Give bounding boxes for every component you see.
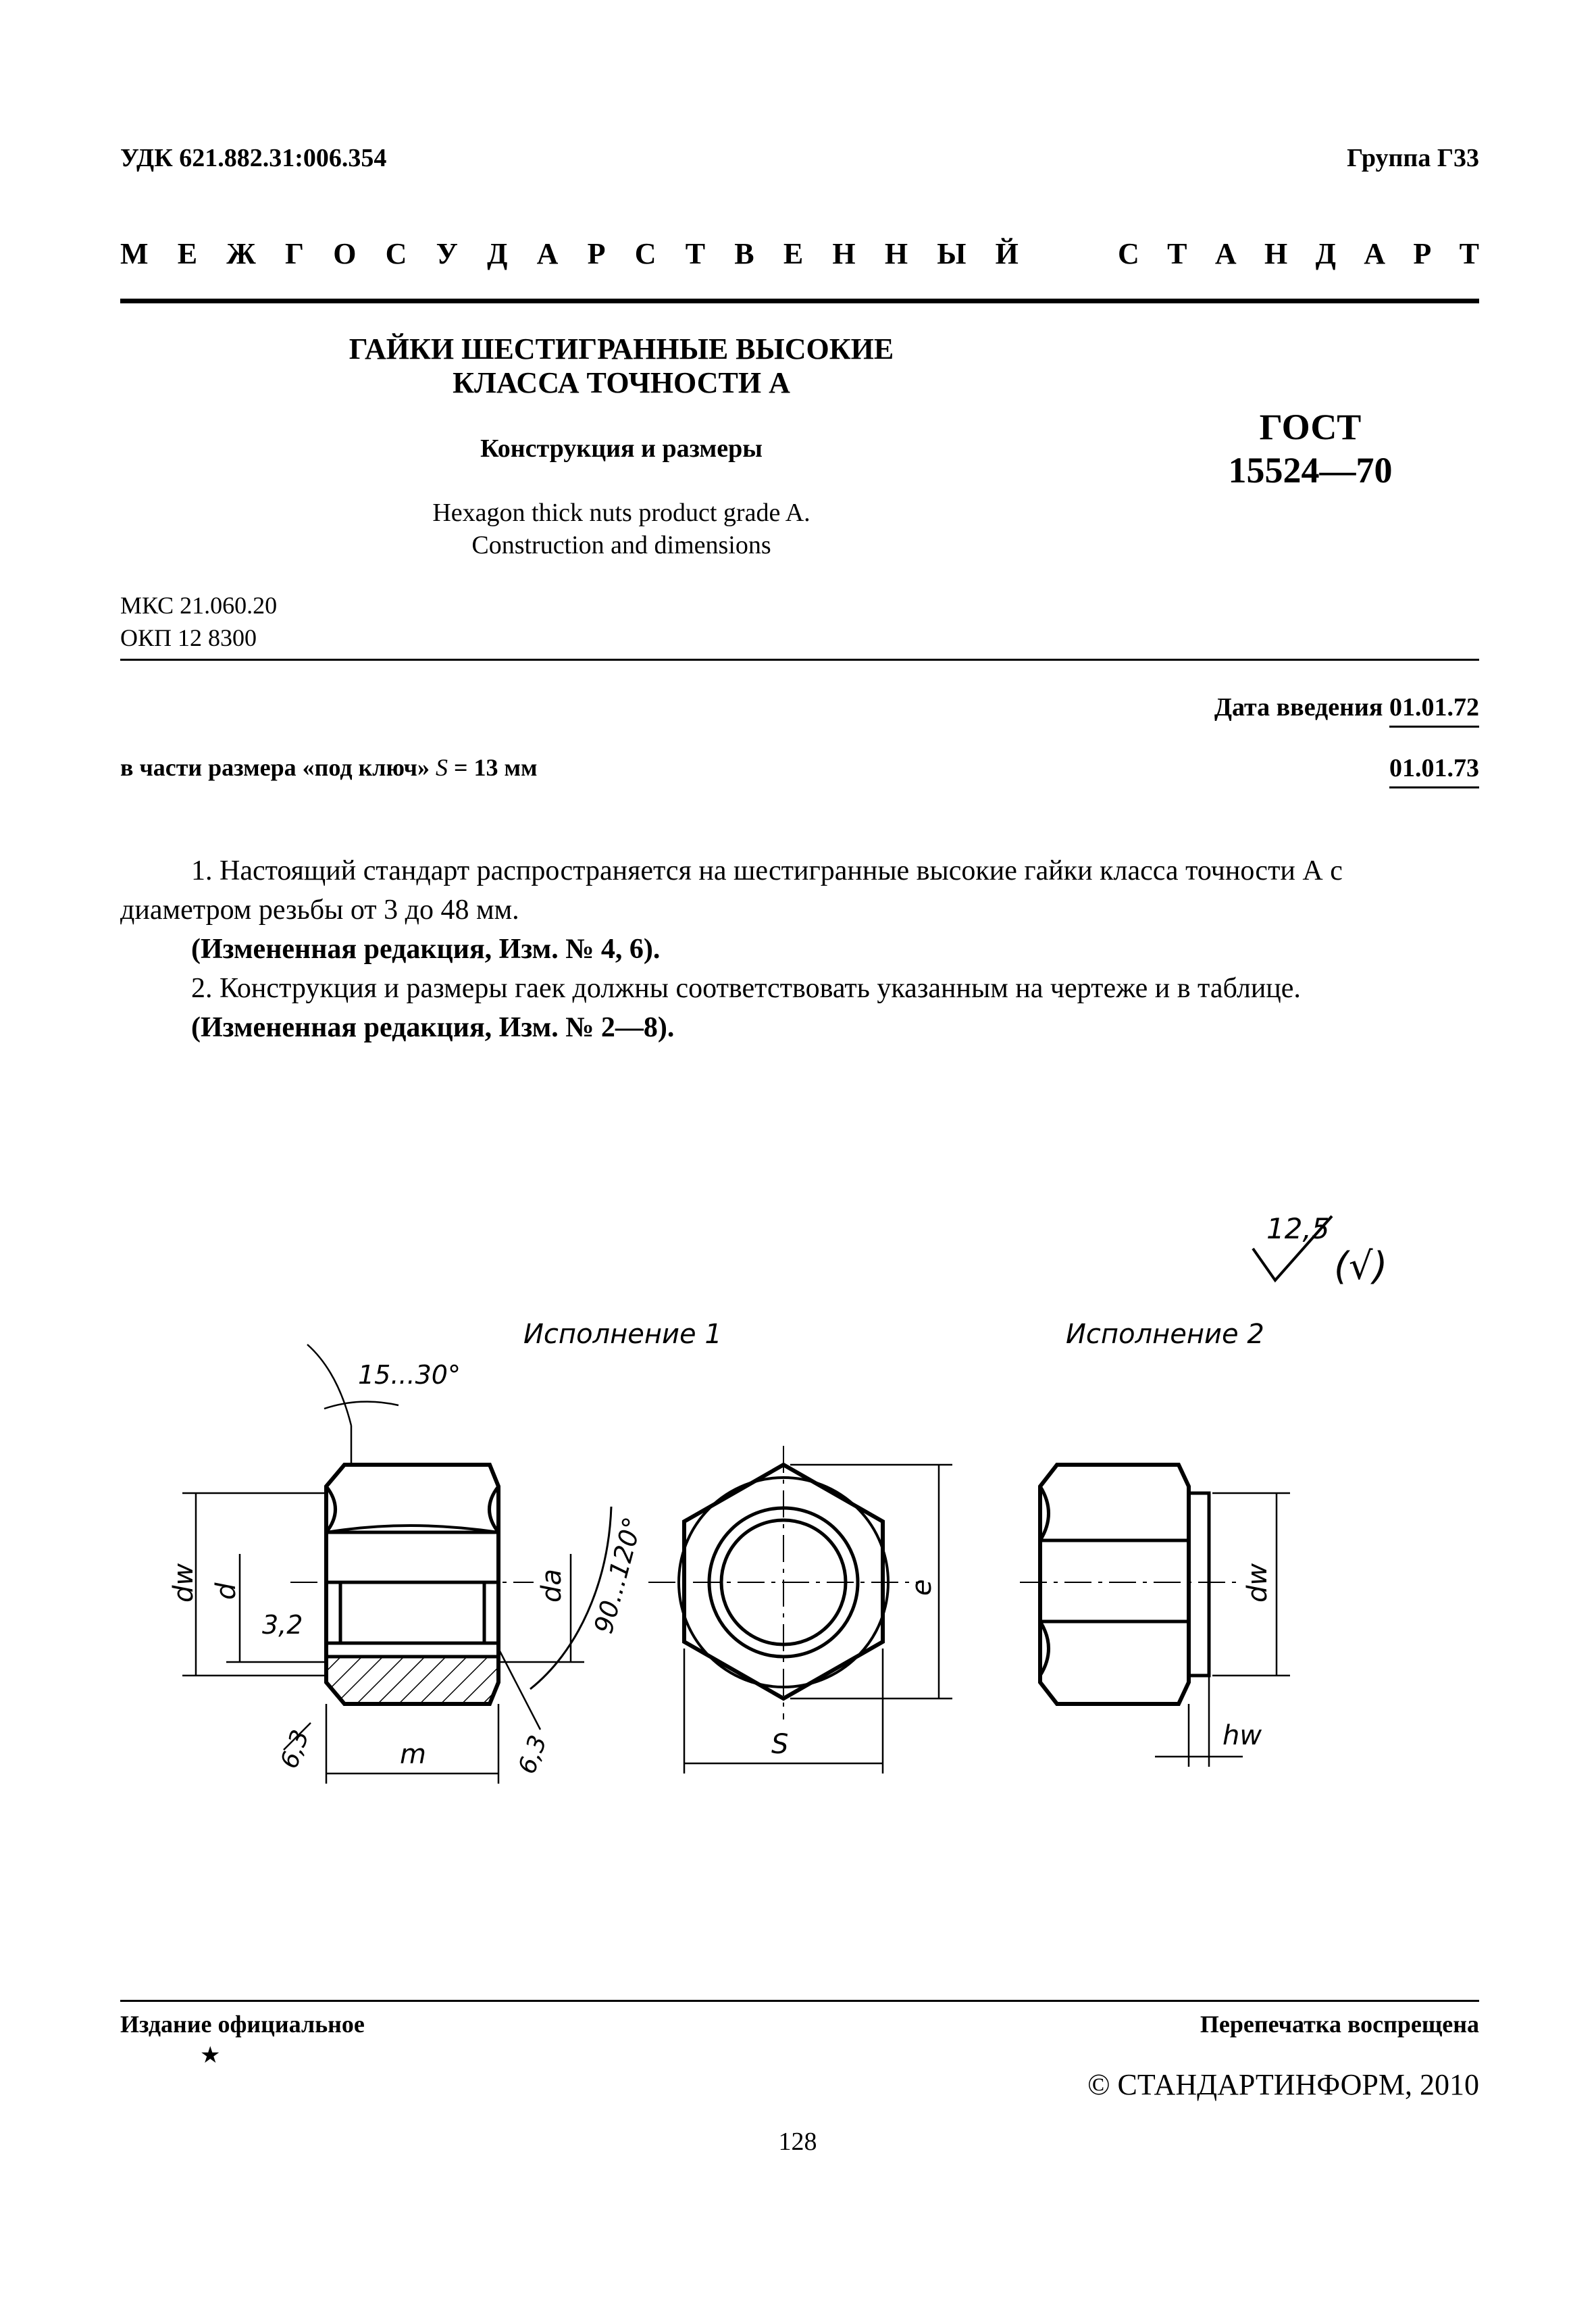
gost-label: ГОСТ xyxy=(1259,407,1362,447)
roughness-paren: (√) xyxy=(1334,1244,1388,1288)
gost-number: 15524—70 xyxy=(1228,450,1393,491)
introduction-date xyxy=(1214,693,1479,722)
letter: А xyxy=(1214,237,1237,270)
roughness-6-3-left-label: 6,3 xyxy=(275,1726,315,1773)
paragraph-2-note: (Измененная редакция, Изм. № 2—8). xyxy=(191,1012,675,1043)
variant-2-side-view xyxy=(1020,1465,1236,1704)
chamfer-angle-label: 15...30° xyxy=(358,1360,461,1390)
group-code: Группа Г33 xyxy=(1347,144,1479,172)
mks-code: МКС 21.060.20 xyxy=(120,592,278,619)
variant-1-label: Исполнение 1 xyxy=(523,1319,722,1350)
letter: С xyxy=(634,237,657,270)
letter: Р xyxy=(587,237,606,270)
letter: Н xyxy=(1264,237,1288,270)
body-text xyxy=(120,851,1479,1047)
dim-da-label: da xyxy=(536,1569,567,1603)
letter: С xyxy=(1118,237,1139,270)
dim-hw-label: hw xyxy=(1222,1720,1262,1751)
footer-rule xyxy=(120,2000,1479,2002)
letter: Д xyxy=(487,237,508,270)
letter: В xyxy=(734,237,754,270)
paragraph-2: 2. Конструкция и размеры гаек должны соответствовать указанным на чертеже и в таблице. xyxy=(191,973,1301,1004)
official-edition: Издание официальное xyxy=(120,2011,365,2038)
variant-1-side-view xyxy=(290,1465,534,1704)
udk-code: УДК 621.882.31:006.354 xyxy=(120,144,387,172)
letter: Ж xyxy=(226,237,256,270)
title-block-rule xyxy=(120,659,1479,661)
copyright: © СТАНДАРТИНФОРМ, 2010 xyxy=(1087,2068,1479,2101)
dim-m-label: m xyxy=(400,1739,426,1770)
dim-e-label: e xyxy=(906,1579,937,1596)
interstate-word xyxy=(120,236,1019,271)
roughness-6-3-right-label: 6,3 xyxy=(513,1732,553,1778)
gost-designation xyxy=(1135,405,1486,492)
partial-date xyxy=(1389,753,1479,783)
interstate-standard-heading xyxy=(120,236,1479,271)
letter: Г xyxy=(285,237,305,270)
partial-date-label xyxy=(120,753,538,782)
dim-dw-v2-label: dw xyxy=(1242,1563,1273,1603)
standard-word xyxy=(1118,236,1479,271)
letter: Е xyxy=(177,237,198,270)
part-label-suffix: = 13 мм xyxy=(453,754,538,781)
part-label-var: S xyxy=(435,754,448,781)
intro-date-label: Дата введения xyxy=(1214,693,1383,722)
header-thick-rule xyxy=(120,299,1479,303)
letter: Т xyxy=(685,237,706,270)
letter: У xyxy=(436,237,458,270)
partial-date-value: 01.01.73 xyxy=(1389,754,1479,788)
countersink-angle-label: 90...120° xyxy=(588,1513,648,1637)
dim-s-label: S xyxy=(771,1729,789,1760)
roughness-3-2-label: 3,2 xyxy=(262,1610,303,1640)
document-title xyxy=(297,332,946,400)
roughness-symbol xyxy=(1253,1212,1387,1288)
intro-date-value: 01.01.72 xyxy=(1389,693,1479,728)
variant-2-label: Исполнение 2 xyxy=(1066,1319,1264,1350)
part-label-prefix: в части размера «под ключ» xyxy=(120,754,430,781)
roughness-value: 12,5 xyxy=(1266,1212,1330,1245)
letter: Й xyxy=(995,237,1019,270)
nut-technical-drawing xyxy=(0,1176,1596,1838)
classification-codes xyxy=(120,589,277,654)
dim-d-label: d xyxy=(211,1582,242,1600)
paragraph-1-note: (Измененная редакция, Изм. № 4, 6). xyxy=(191,934,661,965)
letter: Д xyxy=(1315,237,1336,270)
letter: М xyxy=(120,237,149,270)
letter: Т xyxy=(1167,237,1187,270)
letter: Н xyxy=(884,237,908,270)
english-title-line-1: Hexagon thick nuts product grade A. xyxy=(432,499,810,527)
dim-dw-label: dw xyxy=(168,1563,199,1603)
title-line-2: КЛАССА ТОЧНОСТИ А xyxy=(453,366,790,399)
letter: А xyxy=(536,237,559,270)
letter: Е xyxy=(783,237,804,270)
reprint-prohibited: Перепечатка воспрещена xyxy=(1200,2011,1479,2038)
okp-code: ОКП 12 8300 xyxy=(120,624,257,651)
paragraph-1: 1. Настоящий стандарт распространяется на шестигранные высокие гайки класса точности А с диаметром резьбы от 3 до 48 мм. xyxy=(120,855,1343,926)
letter: Н xyxy=(832,237,856,270)
english-title xyxy=(297,497,946,561)
letter: Т xyxy=(1459,237,1479,270)
title-line-1: ГАЙКИ ШЕСТИГРАННЫЕ ВЫСОКИЕ xyxy=(349,332,894,366)
english-title-line-2: Construction and dimensions xyxy=(471,531,771,559)
letter: Р xyxy=(1413,237,1432,270)
letter: А xyxy=(1364,237,1386,270)
letter: С xyxy=(385,237,407,270)
star-icon: ★ xyxy=(200,2043,221,2068)
letter: Ы xyxy=(937,237,967,270)
page-number: 128 xyxy=(778,2128,817,2156)
letter: О xyxy=(333,237,357,270)
variant-1-top-view xyxy=(648,1446,919,1719)
document-subtitle: Конструкция и размеры xyxy=(480,434,763,463)
